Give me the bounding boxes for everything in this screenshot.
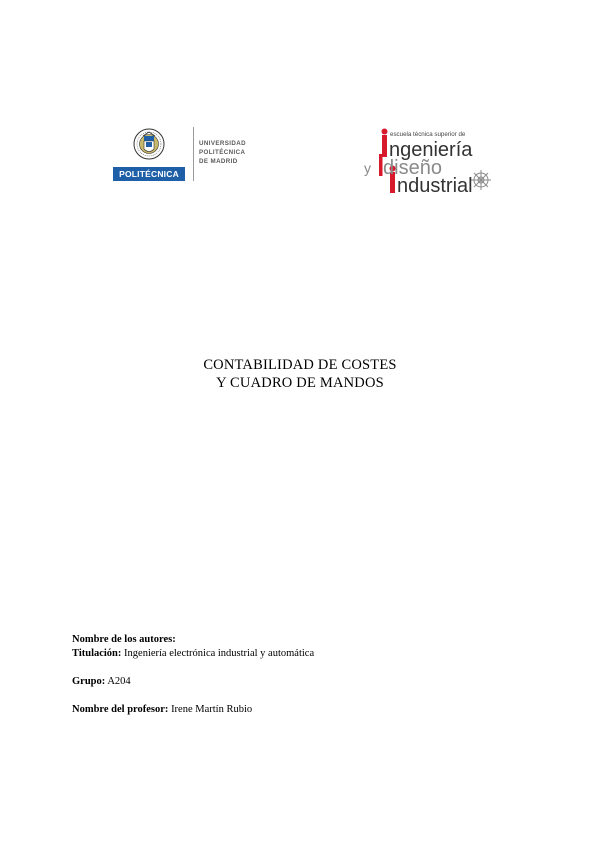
group-value: A204 (107, 676, 131, 687)
upm-name-line: POLITÉCNICA (199, 149, 246, 156)
etsidi-logo (360, 128, 500, 196)
upm-logo (113, 125, 273, 185)
upm-badge: POLITÉCNICA (113, 167, 185, 181)
degree-value: Ingeniería electrónica industrial y automática (124, 648, 315, 659)
etsidi-tagline: escuela técnica superior de (390, 131, 466, 138)
upm-name (199, 139, 279, 166)
etsidi-i-stem-icon (382, 135, 387, 157)
group-label: Grupo: (72, 676, 106, 687)
upm-name-line: DE MADRID (199, 158, 238, 165)
document-details (72, 633, 532, 717)
logo-divider (193, 127, 194, 181)
etsidi-i-dot-icon (382, 129, 388, 135)
gear-icon (471, 170, 491, 190)
degree-label: Titulación: (72, 648, 122, 659)
professor-label: Nombre del profesor: (72, 704, 169, 715)
etsidi-word-ingenieria: ngeniería (389, 139, 473, 161)
etsidi-d-stem-icon (379, 154, 383, 176)
title-line-2: Y CUADRO DE MANDOS (216, 375, 384, 391)
etsidi-word-industrial: ndustrial (397, 175, 473, 196)
authors-row (72, 633, 532, 647)
group-row (72, 675, 532, 689)
etsidi-logo-graphic (360, 128, 500, 196)
degree-row (72, 647, 532, 661)
professor-row (72, 703, 532, 717)
professor-value: Irene Martín Rubio (171, 704, 253, 715)
authors-label: Nombre de los autores: (72, 634, 176, 645)
etsidi-word-diseno: diseño (383, 157, 442, 179)
etsidi-word-y: y (364, 160, 371, 176)
upm-name-line: UNIVERSIDAD (199, 140, 247, 147)
document-title (100, 356, 500, 392)
upm-seal-icon (133, 127, 165, 165)
title-line-1: CONTABILIDAD DE COSTES (203, 357, 397, 373)
